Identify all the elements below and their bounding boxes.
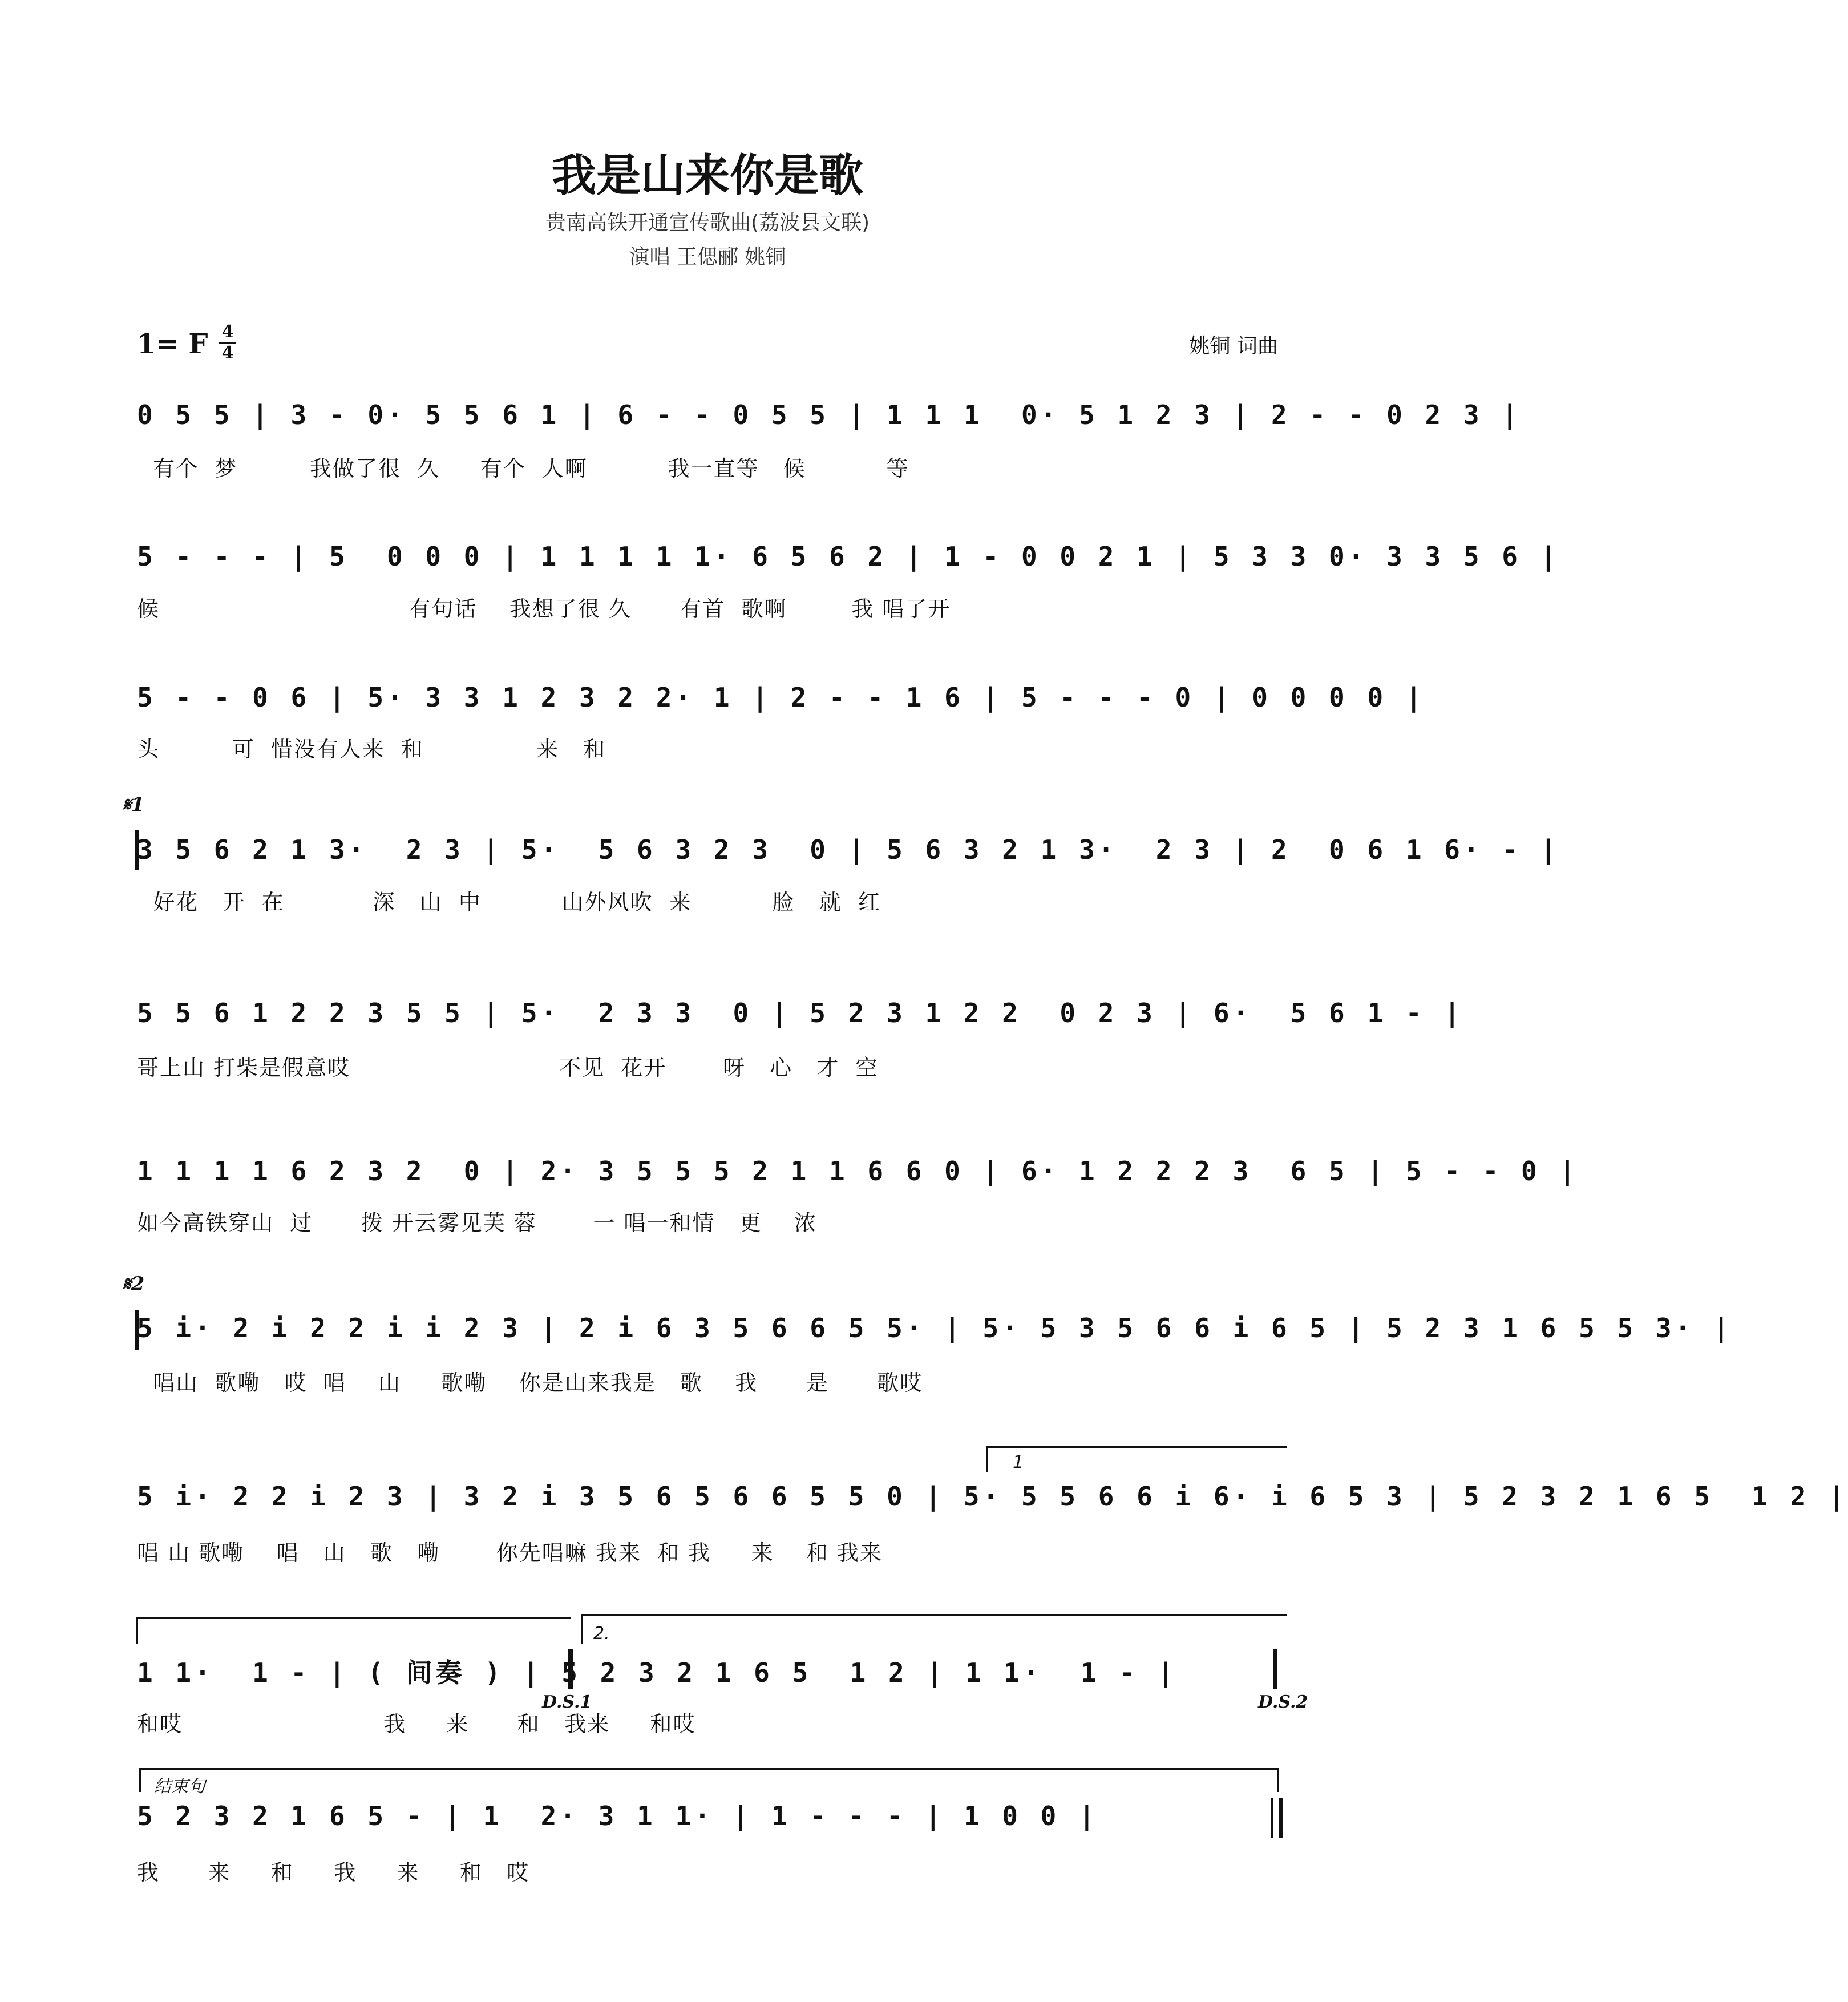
ending-2-bracket [582,1615,1287,1644]
system-8-notes: 5 i· 2 2 i 2 3 | 3 2 i 3 5 6 5 6 6 5 5 0 | 5· 5 5 6 6 i 6· i 6 5 3 | 5 2 3 2 1 6 5 1 2 | [137,1481,1848,1512]
system-2-notes: 5 - - - | 5 0 0 0 | 1 1 1 1 1· 6 5 6 2 | 1 - 0 0 2 1 | 5 3 3 0· 3 3 5 6 | [137,541,1560,572]
system-10-notes: 5 2 3 2 1 6 5 - | 1 2· 3 1 1· | 1 - - - | 1 0 0 | [137,1801,1098,1831]
composer-credit: 姚铜 词曲 [1189,334,1278,358]
ending-2-label: 2. [593,1624,610,1644]
system-3-notes: 5 - - 0 6 | 5· 3 3 1 2 3 2 2· 1 | 2 - - 1 6 | 5 - - - 0 | 0 0 0 0 | [137,682,1425,713]
system-9-notes: 1 1· 1 - | ( 间奏 ) | 5 2 3 2 1 6 5 1 2 | 1 1· 1 - | [137,1657,1177,1688]
system-1-notes: 0 5 5 | 3 - 0· 5 5 6 1 | 6 - - 0 5 5 | 1 1 1 0· 5 1 2 3 | 2 - - 0 2 3 | [137,399,1521,430]
coda-bracket [140,1769,1278,1792]
system-4-lyrics: 好花 开 在 深 山 中 山外风吹 来 脸 就 红 [137,890,881,915]
segno-1-mark: 𝄋1 [123,793,145,816]
system-7-notes: 5 i· 2 i 2 2 i i 2 3 | 2 i 6 3 5 6 6 5 5· | 5· 5 3 5 6 6 i 6 5 | 5 2 3 1 6 5 5 3· | [137,1313,1733,1343]
system-1-lyrics: 有个 梦 我做了很 久 有个 人啊 我一直等 候 等 [137,456,909,481]
system-5-lyrics: 哥上山 打柴是假意哎 不见 花开 呀 心 才 空 [137,1055,879,1080]
system-9-lyrics: 和哎 我 来 和 我来 和哎 [137,1712,696,1737]
ds1-mark: D.S.1 [542,1692,592,1712]
system-2-lyrics: 候 有句话 我想了很 久 有首 歌啊 我 唱了开 [137,596,951,621]
coda-label: 结束句 [154,1777,205,1797]
system-5-notes: 5 5 6 1 2 2 3 5 5 | 5· 2 3 3 0 | 5 2 3 1 2 2 0 2 3 | 6· 5 6 1 - | [137,998,1463,1028]
system-10-lyrics: 我 来 和 我 来 和 哎 [137,1860,530,1885]
system-6-notes: 1 1 1 1 6 2 3 2 0 | 2· 3 5 5 5 2 1 1 6 6 0 | 6· 1 2 2 2 3 6 5 | 5 - - 0 | [137,1156,1579,1186]
song-title: 我是山来你是歌 [551,150,863,201]
ending-system9-line [137,1618,571,1644]
ending-1-bracket [987,1447,1287,1472]
singers-credit: 演唱 王偲郦 姚铜 [629,245,786,269]
system-4-notes: 3 5 6 2 1 3· 2 3 | 5· 5 6 3 2 3 0 | 5 6 3 2 1 3· 2 3 | 2 0 6 1 6· - | [137,834,1560,865]
ending-1-label: 1 [1013,1452,1024,1472]
song-subtitle: 贵南高铁开通宣传歌曲(荔波县文联) [545,211,870,235]
time-bottom: 4 [219,342,236,363]
key-signature: 1= F [137,328,208,360]
system-8-lyrics: 唱 山 歌嘞 唱 山 歌 嘞 你先唱嘛 我来 和 我 来 和 我来 [137,1540,883,1565]
segno-2-mark: 𝄋2 [123,1273,145,1295]
system-7-lyrics: 唱山 歌嘞 哎 唱 山 歌嘞 你是山来我是 歌 我 是 歌哎 [137,1370,923,1395]
system-6-lyrics: 如今高铁穿山 过 拨 开云雾见芙 蓉 一 唱一和情 更 浓 [137,1210,817,1236]
system-3-lyrics: 头 可 惜没有人来 和 来 和 [137,737,606,762]
time-top: 4 [221,322,234,342]
ds2-mark: D.S.2 [1258,1692,1308,1712]
